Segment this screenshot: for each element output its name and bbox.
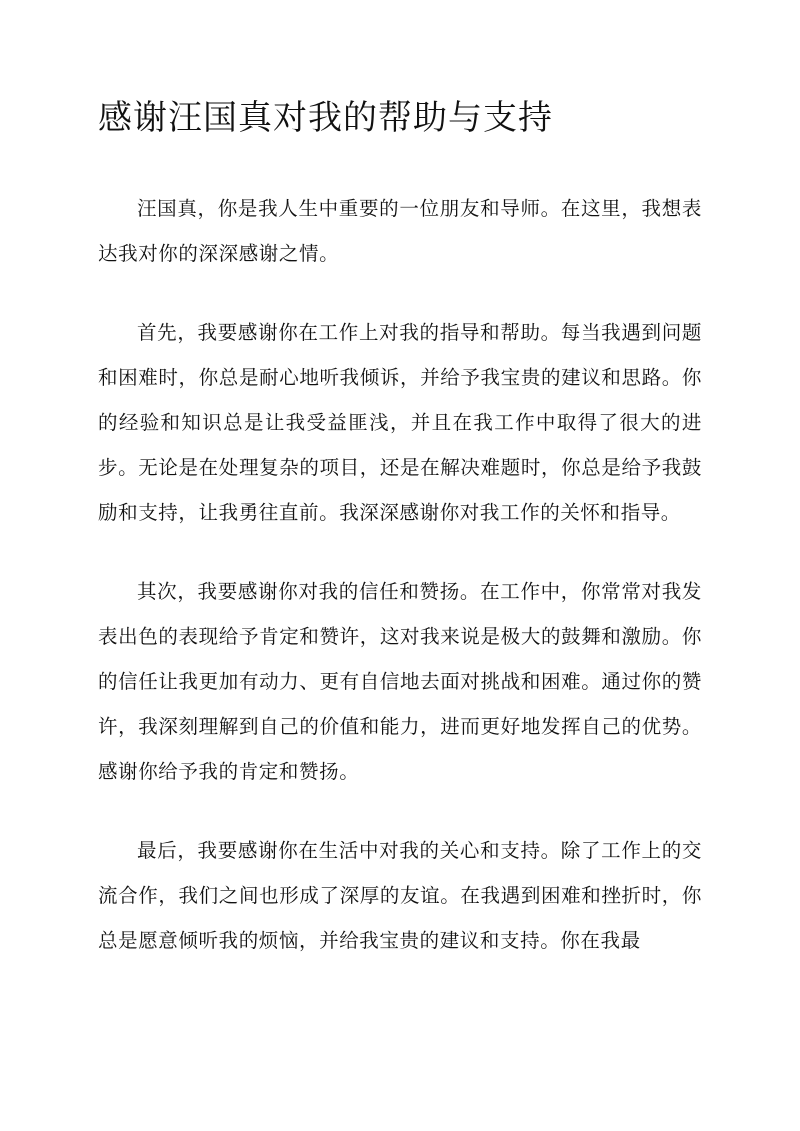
paragraph-intro: 汪国真，你是我人生中重要的一位朋友和导师。在这里，我想表达我对你的深深感谢之情。 — [98, 197, 702, 265]
document-body — [98, 186, 702, 997]
paragraph-life-support: 最后，我要感谢你在生活中对我的关心和支持。除了工作上的交流合作，我们之间也形成了深厚的友谊。在我遇到困难和挫折时，你总是愿意倾听我的烦恼，并给我宝贵的建议和支持。你在我最 — [98, 839, 702, 952]
paragraph-trust-praise: 其次，我要感谢你对我的信任和赞扬。在工作中，你常常对我发表出色的表现给予肯定和赞许，这对我来说是极大的鼓舞和激励。你的信任让我更加有动力、更有自信地去面对挑战和困难。通过你的赞许，我深刻理解到自己的价值和能力，进而更好地发挥自己的优势。感谢你给予我的肯定和赞扬。 — [98, 580, 702, 783]
paragraph-work-guidance: 首先，我要感谢你在工作上对我的指导和帮助。每当我遇到问题和困难时，你总是耐心地听我倾诉，并给予我宝贵的建议和思路。你的经验和知识总是让我受益匪浅，并且在我工作中取得了很大的进步。无论是在处理复杂的项目，还是在解决难题时，你总是给予我鼓励和支持，让我勇往直前。我深深感谢你对我工作的关怀和指导。 — [98, 321, 702, 524]
document-title: 感谢汪国真对我的帮助与支持 — [98, 98, 553, 138]
